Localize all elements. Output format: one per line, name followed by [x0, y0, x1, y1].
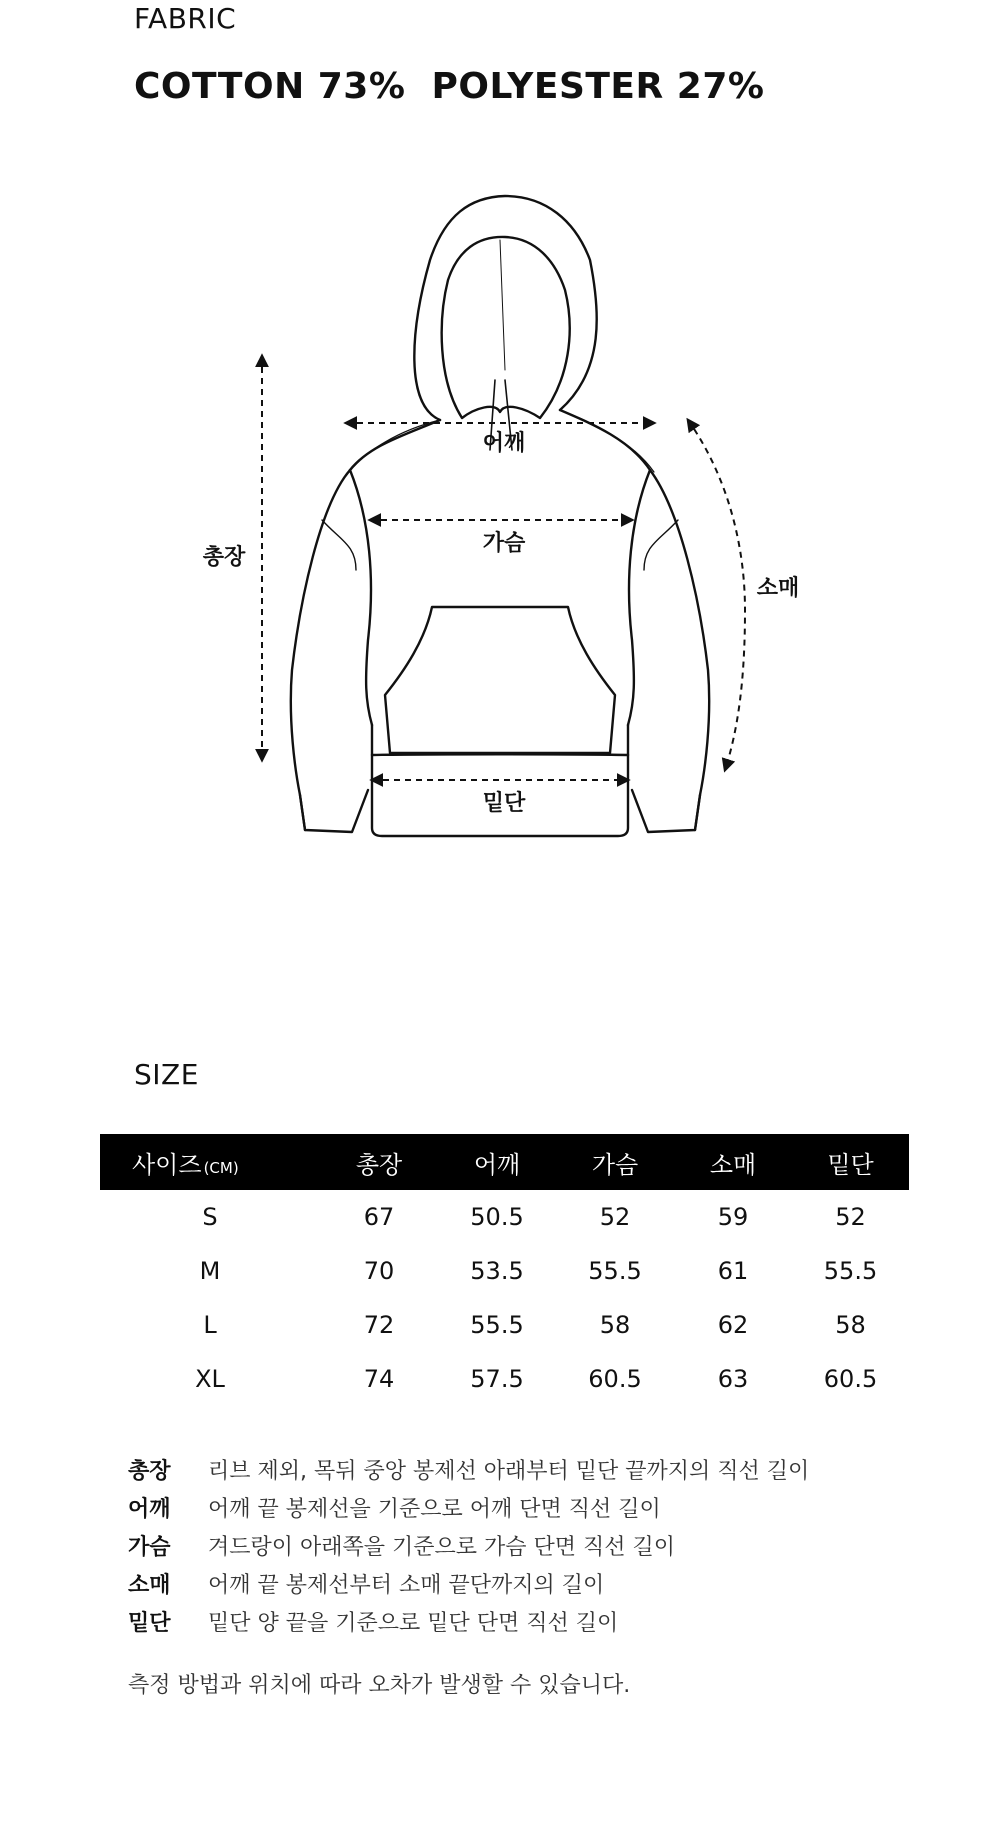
cell-length: 70 — [363, 1257, 395, 1285]
size-table — [100, 1134, 909, 1406]
cell-sleeve: 61 — [717, 1257, 749, 1285]
cell-hem: 55.5 — [823, 1257, 878, 1285]
cell-chest: 60.5 — [588, 1365, 642, 1393]
hoodie-outline — [291, 196, 709, 836]
cell-chest: 58 — [599, 1311, 631, 1339]
header-unit: (CM) — [203, 1158, 239, 1177]
cell-sleeve: 62 — [717, 1311, 749, 1339]
measurement-notes — [128, 1450, 928, 1640]
note-description: 리브 제외, 목뒤 중앙 봉제선 아래부터 밑단 끝까지의 직선 길이 — [208, 1458, 810, 1484]
fabric-label: FABRIC — [134, 2, 237, 35]
note-item — [128, 1564, 928, 1602]
note-term: 밑단 — [128, 1610, 171, 1636]
note-description: 겨드랑이 아래쪽을 기준으로 가슴 단면 직선 길이 — [208, 1534, 676, 1560]
header-length: 총장 — [320, 1134, 438, 1190]
header-hem: 밑단 — [792, 1134, 909, 1190]
hoodie-measurement-diagram — [0, 180, 1000, 980]
cell-shoulder: 53.5 — [470, 1257, 524, 1285]
note-item — [128, 1488, 928, 1526]
cell-chest: 55.5 — [588, 1257, 642, 1285]
table-row — [100, 1190, 909, 1244]
note-term: 어깨 — [128, 1496, 171, 1522]
hem-label: 밑단 — [482, 791, 526, 816]
note-item — [128, 1602, 928, 1640]
disclaimer-text: 측정 방법과 위치에 따라 오차가 발생할 수 있습니다. — [128, 1673, 631, 1698]
row-size: XL — [195, 1365, 225, 1393]
cell-chest: 52 — [599, 1203, 631, 1231]
header-shoulder: 어깨 — [438, 1134, 556, 1190]
row-size: M — [199, 1257, 221, 1285]
shoulder-label: 어깨 — [482, 431, 526, 456]
note-term: 총장 — [128, 1458, 171, 1484]
size-table-header — [100, 1134, 909, 1190]
cell-hem: 52 — [835, 1203, 866, 1231]
note-term: 가슴 — [128, 1534, 171, 1560]
fabric-composition: COTTON 73% POLYESTER 27% — [134, 66, 765, 107]
row-size: L — [203, 1311, 217, 1339]
cell-sleeve: 59 — [717, 1203, 749, 1231]
header-sleeve: 소매 — [674, 1134, 792, 1190]
size-section-label: SIZE — [134, 1058, 199, 1091]
header-chest: 가슴 — [556, 1134, 674, 1190]
chest-label: 가슴 — [482, 531, 526, 556]
cell-hem: 58 — [835, 1311, 866, 1339]
measure-lines — [262, 356, 745, 780]
note-item — [128, 1450, 928, 1488]
cell-shoulder: 55.5 — [470, 1311, 524, 1339]
table-row — [100, 1244, 909, 1298]
table-row — [100, 1352, 909, 1406]
cell-hem: 60.5 — [823, 1365, 878, 1393]
cell-sleeve: 63 — [717, 1365, 749, 1393]
header-size — [100, 1134, 320, 1190]
cell-shoulder: 50.5 — [470, 1203, 524, 1231]
note-item — [128, 1526, 928, 1564]
sleeve-label: 소매 — [756, 576, 800, 601]
note-description: 밑단 양 끝을 기준으로 밑단 단면 직선 길이 — [208, 1610, 619, 1636]
header-size-label: 사이즈 — [132, 1150, 202, 1179]
cell-length: 74 — [363, 1365, 395, 1393]
note-description: 어깨 끝 봉제선부터 소매 끝단까지의 길이 — [208, 1572, 605, 1598]
cell-length: 67 — [363, 1203, 395, 1231]
length-label: 총장 — [202, 545, 246, 570]
cell-length: 72 — [363, 1311, 395, 1339]
note-term: 소매 — [128, 1572, 171, 1598]
note-description: 어깨 끝 봉제선을 기준으로 어깨 단면 직선 길이 — [208, 1496, 661, 1522]
cell-shoulder: 57.5 — [470, 1365, 524, 1393]
row-size: S — [202, 1203, 218, 1231]
table-row — [100, 1298, 909, 1352]
